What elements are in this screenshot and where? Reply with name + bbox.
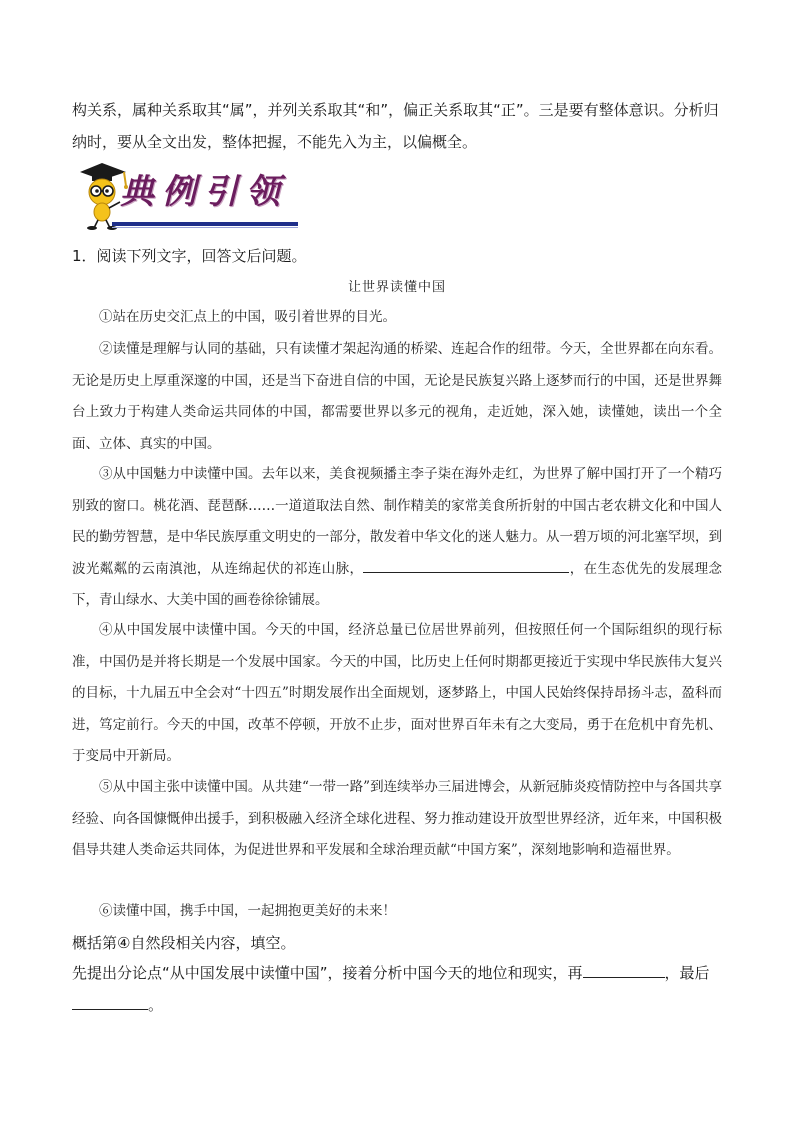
fill-end: 。 (148, 996, 164, 1014)
lead-line-2: 纳时，要从全文出发，整体把握，不能先入为主，以偏概全。 (72, 133, 478, 151)
answer-blank-paragraph-3[interactable] (363, 558, 569, 573)
article-title: 让世界读懂中国 (347, 280, 446, 295)
fill-in-line-2 (72, 990, 163, 1020)
fill-in-line-1 (72, 958, 710, 988)
answer-blank-1[interactable] (583, 963, 665, 978)
article-paragraph-6: ⑥读懂中国，携手中国，一起拥抱更美好的未来！ (99, 903, 396, 919)
task-instruction: 概括第④自然段相关内容，填空。 (72, 934, 296, 952)
article-paragraph-3 (72, 459, 722, 617)
lead-text (72, 94, 732, 158)
answer-blank-2[interactable] (72, 995, 148, 1010)
lead-line-1: 构关系，属种关系取其“属”，并列关系取其“和”，偏正关系取其“正”。三是要有整体意识。分析归 (72, 101, 719, 119)
article-paragraph-3-part-a: ③从中国魅力中读懂中国。去年以来，美食视频播主李子柒在海外走红，为世界了解中国打开了一个精巧别致的窗口。桃花酒、琵琶酥……一道道取法自然、制作精美的家常美食所折射的中国古老农耕文化和中国人民的勤劳智慧，是中华民族厚重文明史的一部分，散发着中华文化的迷人魅力。从一碧万顷的河北塞罕坝，到波光粼粼的云南滇池，从连绵起伏的祁连山脉， (72, 466, 722, 577)
article-paragraph-3-part-b: ，在生态优先的发展理念下，青山绿水、大美中国的画卷徐徐铺展。 (72, 560, 722, 608)
article-paragraph-5: ⑤从中国主张中读懂中国。从共建“一带一路”到连续举办三届进博会，从新冠肺炎疫情防控中与各国共享经验、向各国慷慨伸出援手，到积极融入经济全球化进程、努力推动建设开放型世界经济，近年来，中国积极倡导共建人类命运共同体，为促进世界和平发展和全球治理贡献“中国方案”，深刻地影响和造福世界。 (72, 779, 722, 858)
article-paragraph-2: ②读懂是理解与认同的基础，只有读懂才架起沟通的桥梁、连起合作的纽带。今天，全世界都在向东看。无论是历史上厚重深邃的中国，还是当下奋进自信的中国，无论是民族复兴路上逐梦而行的中国，还是世界舞台上致力于构建人类命运共同体的中国，都需要世界以多元的视角，走近她，深入她，读懂她，读出一个全面、立体、真实的中国。 (72, 341, 722, 452)
article-paragraph-4: ④从中国发展中读懂中国。今天的中国，经济总量已位居世界前列，但按照任何一个国际组织的现行标准，中国仍是并将长期是一个发展中国家。今天的中国，比历史上任何时期都更接近于实现中华民族伟大复兴的目标，十九届五中全会对“十四五”时期发展作出全面规划，逐梦路上，中国人民始终保持昂扬斗志，盈科而进，笃定前行。今天的中国，改革不停顿，开放不止步，面对世界百年未有之大变局，勇于在危机中育先机、于变局中开新局。 (72, 622, 722, 764)
article-paragraph-1: ①站在历史交汇点上的中国，吸引着世界的目光。 (99, 309, 396, 325)
question-intro: 1．阅读下列文字，回答文后问题。 (72, 247, 307, 265)
fill-prompt-b: ，最后 (664, 964, 710, 982)
fill-prompt-a: 先提出分论点“从中国发展中读懂中国”，接着分析中国今天的地位和现实，再 (72, 964, 583, 982)
banner-underline-thin (112, 227, 298, 228)
banner-underline (112, 222, 298, 226)
section-banner (76, 160, 298, 232)
banner-title: 典例引领 (120, 172, 288, 212)
